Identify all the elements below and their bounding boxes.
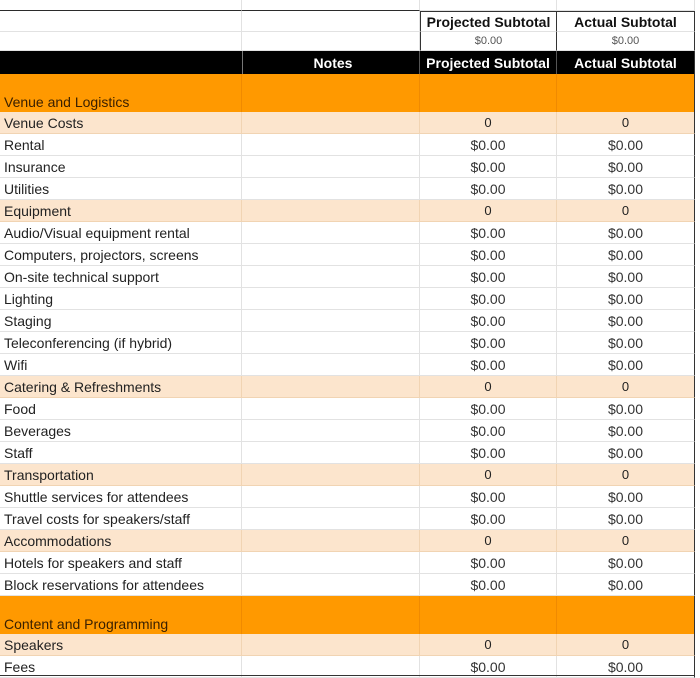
line-item-projected[interactable]: $0.00 (420, 656, 557, 678)
line-item-projected[interactable]: $0.00 (420, 222, 557, 244)
line-item-projected[interactable]: $0.00 (420, 442, 557, 464)
header-item-cell[interactable] (0, 51, 242, 74)
section-title[interactable]: Content and Programming (0, 596, 242, 634)
line-item-name[interactable]: Audio/Visual equipment rental (0, 222, 242, 244)
category-actual-total[interactable]: 0 (557, 464, 695, 486)
column-header-row (0, 51, 700, 74)
line-item-actual[interactable]: $0.00 (557, 134, 695, 156)
category-row (0, 376, 700, 398)
cell[interactable] (242, 11, 420, 32)
category-notes-cell[interactable] (242, 200, 420, 222)
line-item-notes[interactable] (242, 486, 420, 508)
line-item-notes[interactable] (242, 244, 420, 266)
line-item-notes[interactable] (242, 178, 420, 200)
line-item-notes[interactable] (242, 134, 420, 156)
section-header-row (0, 596, 700, 634)
section-actual-cell[interactable] (557, 74, 695, 112)
line-item-notes[interactable] (242, 354, 420, 376)
line-item-actual[interactable]: $0.00 (557, 574, 695, 596)
line-item-row (0, 508, 700, 530)
line-item-actual[interactable]: $0.00 (557, 244, 695, 266)
line-item-projected[interactable]: $0.00 (420, 486, 557, 508)
summary-projected-label[interactable]: Projected Subtotal (420, 11, 557, 32)
category-name[interactable]: Transportation (0, 464, 242, 486)
line-item-row (0, 134, 700, 156)
section-title[interactable]: Venue and Logistics (0, 74, 242, 112)
line-item-name[interactable]: Insurance (0, 156, 242, 178)
empty-row (0, 0, 700, 11)
cell[interactable] (0, 32, 242, 51)
line-item-name[interactable]: Staging (0, 310, 242, 332)
line-item-name[interactable]: Shuttle services for attendees (0, 486, 242, 508)
line-item-notes[interactable] (242, 508, 420, 530)
line-item-name[interactable]: Rental (0, 134, 242, 156)
line-item-row (0, 156, 700, 178)
line-item-projected[interactable]: $0.00 (420, 574, 557, 596)
line-item-projected[interactable]: $0.00 (420, 266, 557, 288)
line-item-actual[interactable]: $0.00 (557, 266, 695, 288)
summary-actual-value[interactable]: $0.00 (557, 32, 695, 51)
summary-projected-value[interactable]: $0.00 (420, 32, 557, 51)
category-actual-total[interactable]: 0 (557, 634, 695, 656)
line-item-projected[interactable]: $0.00 (420, 332, 557, 354)
category-actual-total[interactable]: 0 (557, 200, 695, 222)
line-item-projected[interactable]: $0.00 (420, 354, 557, 376)
line-item-actual[interactable]: $0.00 (557, 222, 695, 244)
category-name[interactable]: Venue Costs (0, 112, 242, 134)
category-row (0, 112, 700, 134)
line-item-actual[interactable]: $0.00 (557, 656, 695, 678)
category-name[interactable]: Speakers (0, 634, 242, 656)
section-actual-cell[interactable] (557, 596, 695, 634)
line-item-notes[interactable] (242, 420, 420, 442)
header-projected-subtotal[interactable]: Projected Subtotal (420, 51, 557, 74)
category-notes-cell[interactable] (242, 376, 420, 398)
category-notes-cell[interactable] (242, 634, 420, 656)
line-item-actual[interactable]: $0.00 (557, 508, 695, 530)
category-name[interactable]: Accommodations (0, 530, 242, 552)
line-item-row (0, 354, 700, 376)
line-item-actual[interactable]: $0.00 (557, 398, 695, 420)
line-item-notes[interactable] (242, 266, 420, 288)
line-item-actual[interactable]: $0.00 (557, 420, 695, 442)
category-row (0, 200, 700, 222)
line-item-projected[interactable]: $0.00 (420, 310, 557, 332)
line-item-actual[interactable]: $0.00 (557, 178, 695, 200)
line-item-actual[interactable]: $0.00 (557, 332, 695, 354)
line-item-name[interactable]: Travel costs for speakers/staff (0, 508, 242, 530)
line-item-name[interactable]: Food (0, 398, 242, 420)
line-item-row (0, 178, 700, 200)
line-item-notes[interactable] (242, 222, 420, 244)
cell[interactable] (0, 0, 242, 11)
category-projected-total[interactable]: 0 (420, 464, 557, 486)
line-item-name[interactable]: Staff (0, 442, 242, 464)
line-item-notes[interactable] (242, 574, 420, 596)
header-notes[interactable] (242, 51, 420, 74)
line-item-projected[interactable]: $0.00 (420, 398, 557, 420)
summary-label-row (0, 11, 700, 32)
category-projected-total[interactable]: 0 (420, 112, 557, 134)
line-item-projected[interactable]: $0.00 (420, 420, 557, 442)
table-bottom-border (0, 675, 695, 676)
line-item-row (0, 310, 700, 332)
section-notes-cell[interactable] (242, 596, 420, 634)
category-name[interactable]: Equipment (0, 200, 242, 222)
line-item-projected[interactable]: $0.00 (420, 134, 557, 156)
category-actual-total[interactable]: 0 (557, 376, 695, 398)
line-item-row (0, 486, 700, 508)
category-projected-total[interactable]: 0 (420, 376, 557, 398)
line-item-projected[interactable]: $0.00 (420, 244, 557, 266)
cell[interactable] (557, 0, 695, 11)
line-item-notes[interactable] (242, 442, 420, 464)
line-item-name[interactable]: Wifi (0, 354, 242, 376)
line-item-row (0, 244, 700, 266)
line-item-name[interactable]: Beverages (0, 420, 242, 442)
line-item-notes[interactable] (242, 552, 420, 574)
line-item-row (0, 574, 700, 596)
line-item-actual[interactable]: $0.00 (557, 442, 695, 464)
category-row (0, 634, 700, 656)
category-projected-total[interactable]: 0 (420, 530, 557, 552)
category-notes-cell[interactable] (242, 530, 420, 552)
line-item-projected[interactable]: $0.00 (420, 288, 557, 310)
line-item-actual[interactable]: $0.00 (557, 552, 695, 574)
line-item-notes[interactable] (242, 332, 420, 354)
category-row (0, 530, 700, 552)
category-projected-total[interactable]: 0 (420, 200, 557, 222)
line-item-name[interactable]: Lighting (0, 288, 242, 310)
section-header-row (0, 74, 700, 112)
line-item-row (0, 266, 700, 288)
line-item-actual[interactable]: $0.00 (557, 354, 695, 376)
section-projected-cell[interactable] (420, 74, 557, 112)
line-item-row (0, 552, 700, 574)
line-item-notes[interactable] (242, 156, 420, 178)
category-notes-cell[interactable] (242, 112, 420, 134)
cell[interactable] (242, 0, 420, 11)
category-projected-total[interactable]: 0 (420, 634, 557, 656)
category-name[interactable]: Catering & Refreshments (0, 376, 242, 398)
line-item-notes[interactable] (242, 398, 420, 420)
line-item-projected[interactable]: $0.00 (420, 156, 557, 178)
category-actual-total[interactable]: 0 (557, 530, 695, 552)
header-notes-label: Notes (313, 54, 353, 71)
cell[interactable] (242, 32, 420, 51)
cell[interactable] (0, 11, 242, 32)
header-actual-subtotal[interactable]: Actual Subtotal (557, 51, 695, 74)
summary-value-row (0, 32, 700, 51)
section-notes-cell[interactable] (242, 74, 420, 112)
summary-actual-label[interactable]: Actual Subtotal (557, 11, 695, 32)
category-actual-total[interactable]: 0 (557, 112, 695, 134)
category-notes-cell[interactable] (242, 464, 420, 486)
section-projected-cell[interactable] (420, 596, 557, 634)
line-item-name[interactable]: Hotels for speakers and staff (0, 552, 242, 574)
line-item-row (0, 332, 700, 354)
line-item-actual[interactable]: $0.00 (557, 486, 695, 508)
line-item-name[interactable]: Teleconferencing (if hybrid) (0, 332, 242, 354)
line-item-notes[interactable] (242, 310, 420, 332)
line-item-row (0, 442, 700, 464)
cell[interactable] (420, 0, 557, 11)
line-item-name[interactable]: Computers, projectors, screens (0, 244, 242, 266)
line-item-name[interactable]: On-site technical support (0, 266, 242, 288)
line-item-name[interactable]: Block reservations for attendees (0, 574, 242, 596)
line-item-projected[interactable]: $0.00 (420, 178, 557, 200)
line-item-actual[interactable]: $0.00 (557, 310, 695, 332)
line-item-row (0, 288, 700, 310)
category-row (0, 464, 700, 486)
line-item-notes[interactable] (242, 288, 420, 310)
line-item-name[interactable]: Utilities (0, 178, 242, 200)
line-item-row (0, 420, 700, 442)
line-item-projected[interactable]: $0.00 (420, 552, 557, 574)
line-item-actual[interactable]: $0.00 (557, 156, 695, 178)
line-item-row (0, 222, 700, 244)
line-item-name[interactable]: Fees (0, 656, 242, 678)
line-item-actual[interactable]: $0.00 (557, 288, 695, 310)
line-item-projected[interactable]: $0.00 (420, 508, 557, 530)
line-item-row (0, 398, 700, 420)
